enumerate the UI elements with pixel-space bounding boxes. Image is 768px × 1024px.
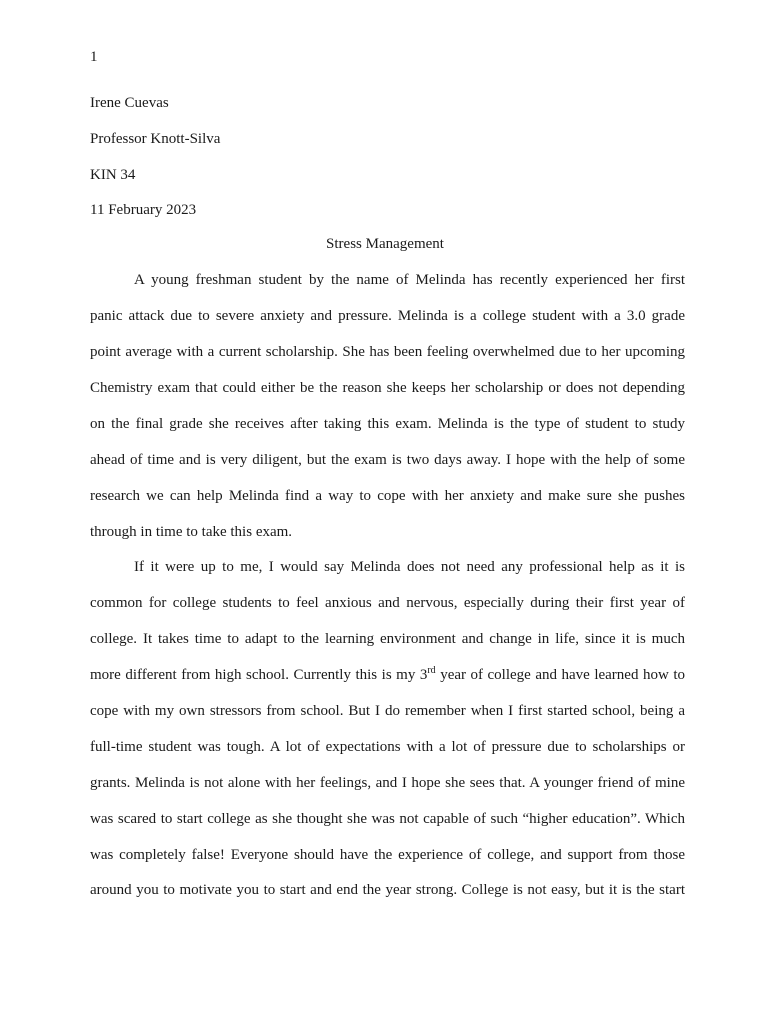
paragraph-2-line: was scared to start college as she thought she was not capable of such “higher education”. Which [90, 811, 685, 827]
paragraph-1-line: A young freshman student by the name of Melinda has recently experienced her first [134, 272, 685, 288]
paragraph-1-line: on the final grade she receives after taking this exam. Melinda is the type of student to study [90, 416, 685, 432]
paragraph-1-line: panic attack due to severe anxiety and pressure. Melinda is a college student with a 3.0 grade [90, 308, 685, 324]
paragraph-1-line: Chemistry exam that could either be the reason she keeps her scholarship or does not depending [90, 380, 685, 396]
paragraph-1-line: research we can help Melinda find a way to cope with her anxiety and make sure she pushes [90, 488, 685, 504]
paragraph-2-line: common for college students to feel anxious and nervous, especially during their first year of [90, 595, 685, 611]
paragraph-2-line-part: year of college and have learned how to [435, 667, 685, 683]
paragraph-2-line-part: more different from high school. Currently this is my 3 [90, 667, 428, 683]
course-name: KIN 34 [90, 167, 136, 183]
paragraph-1-line: through in time to take this exam. [90, 524, 293, 540]
author-name: Irene Cuevas [90, 95, 169, 111]
ordinal-suffix: rd [427, 665, 436, 676]
paragraph-2-line: full-time student was tough. A lot of expectations with a lot of pressure due to scholarships or [90, 739, 685, 755]
paragraph-2-line: around you to motivate you to start and end the year strong. College is not easy, but it is the start [90, 882, 685, 898]
paragraph-2-line: cope with my own stressors from school. But I do remember when I first started school, being a [90, 703, 685, 719]
professor-name: Professor Knott-Silva [90, 131, 221, 147]
paragraph-2-line: If it were up to me, I would say Melinda does not need any professional help as it is [134, 559, 685, 575]
paragraph-2-line: college. It takes time to adapt to the learning environment and change in life, since it is much [90, 631, 685, 647]
paragraph-1-line: point average with a current scholarship. She has been feeling overwhelmed due to her upcoming [90, 344, 685, 360]
paragraph-2-line: was completely false! Everyone should have the experience of college, and support from those [90, 847, 685, 863]
paragraph-2-line [90, 665, 685, 685]
paragraph-1-line: ahead of time and is very diligent, but the exam is two days away. I hope with the help of some [90, 452, 685, 468]
essay-date: 11 February 2023 [90, 202, 197, 218]
essay-title: Stress Management [326, 236, 444, 252]
page-number: 1 [90, 49, 98, 65]
paragraph-2-line: grants. Melinda is not alone with her feelings, and I hope she sees that. A younger friend of mine [90, 775, 685, 791]
